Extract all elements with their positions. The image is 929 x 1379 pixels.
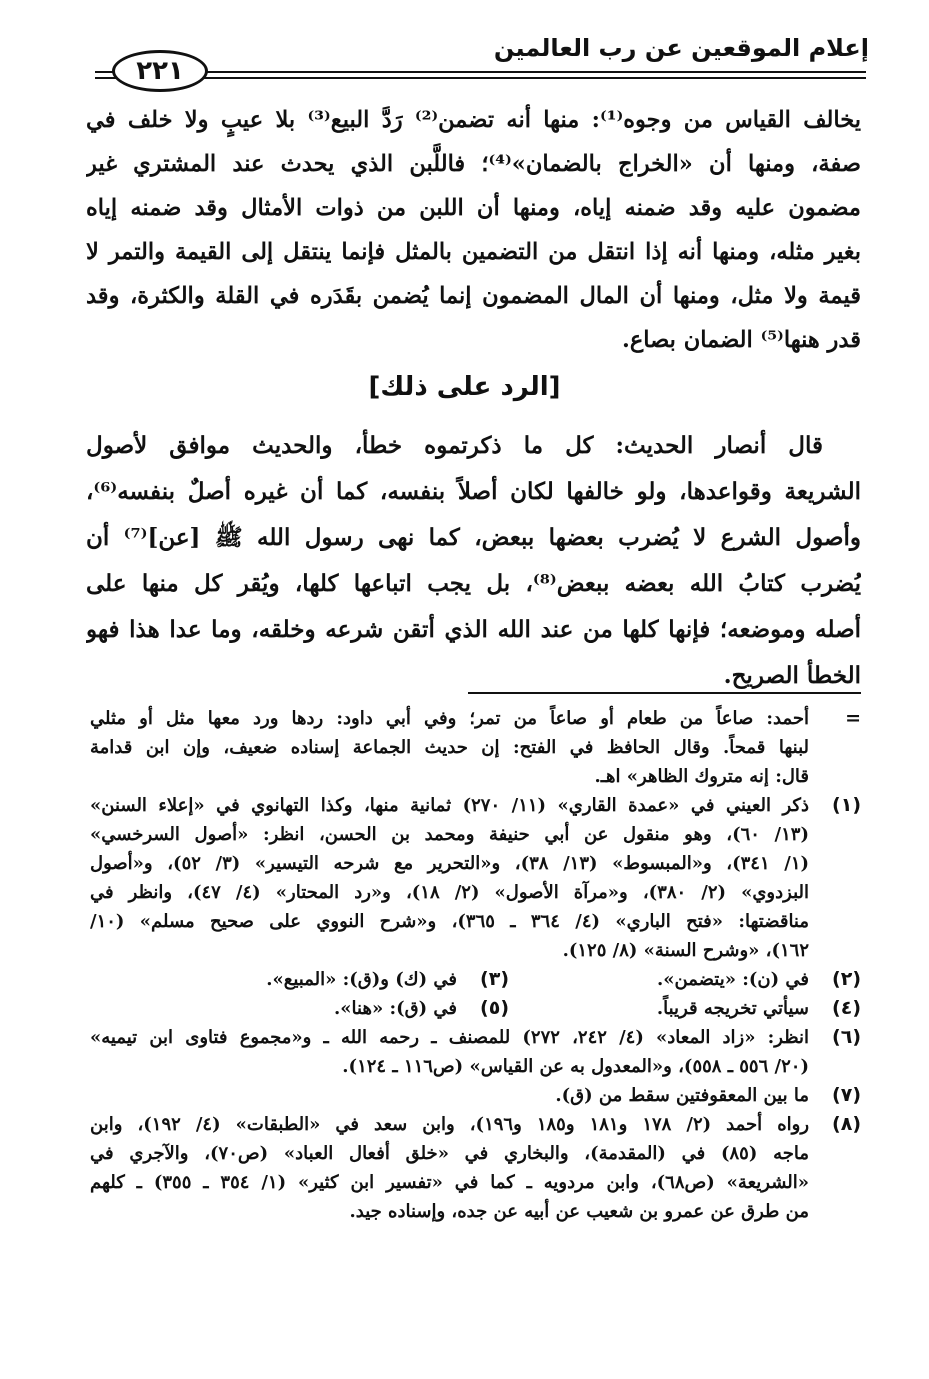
running-title: إعلام الموقعين عن رب العالمين — [493, 34, 869, 62]
body-line: قدر هنها⁽⁵⁾ الضمان بصاع. — [622, 327, 861, 353]
footnote-line: رواه أحمد (٢/ ١٧٨ و١٨١ و١٨٥ و١٩٦)، وابن سعد في «الطبقات» (٤/ ١٩٢)، وابن — [90, 1114, 809, 1135]
footnote-row-4-5 — [90, 994, 861, 1023]
footnote-mark: (١) — [832, 794, 861, 816]
footnote-line: انظر: «زاد المعاد» (٤/ ٢٤٢، ٢٧٢) للمصنف ـ رحمه الله ـ و«مجموع فتاوى ابن تيميه» — [90, 1027, 809, 1048]
page-number-badge: ٢٢١ — [112, 50, 208, 92]
header-rule-bottom — [95, 77, 866, 79]
footnote-2 — [509, 965, 861, 994]
footnote-line: «الشريعة» (ص٦٨)، وابن مردويه ـ كما في «تفسير ابن كثير» (١/ ٣٥٤ ـ ٣٥٥) ـ كلهم — [90, 1172, 809, 1193]
footnote-continuation — [90, 704, 861, 791]
footnote-mark: (٧) — [832, 1084, 861, 1106]
footnote-mark: (٣) — [480, 968, 509, 990]
footnote-line: ما بين المعقوفتين سقط من (ق). — [555, 1085, 809, 1106]
footnote-line: من طرق عن عمرو بن شعيب عن أبيه عن جده، وإسناده جيد. — [349, 1201, 809, 1222]
body-line: يخالف القياس من وجوه⁽¹⁾: منها أنه تضمن⁽²⁾ رَدَّ البيع⁽³⁾ بلا عيبٍ ولا خلف في — [86, 107, 861, 133]
footnote-7 — [90, 1081, 861, 1110]
footnote-line: ١٦٢)، «وشرح السنة» (٨/ ١٢٥). — [562, 940, 809, 961]
footnote-row-2-3 — [90, 965, 861, 994]
body-line: قال أنصار الحديث: كل ما ذكرتموه خطأ، والحديث موافق لأصول — [86, 432, 823, 459]
footnote-6 — [90, 1023, 861, 1081]
body-line: صفة، ومنها أن «الخراج بالضمان»⁽⁴⁾؛ فاللَّبن الذي يحدث عند المشتري غير — [86, 151, 861, 177]
footnote-line: أحمد: صاعاً من طعام أو صاعاً من تمر؛ وفي أبي داود: ردها ورد معها مثل أو مثلي — [90, 708, 809, 729]
footnote-8 — [90, 1110, 861, 1226]
footnote-mark: = — [845, 707, 861, 729]
body-line: وأصول الشرع لا يُضرب بعضها ببعض، كما نهى رسول الله ﷺ [عن]⁽⁷⁾ أن — [86, 524, 861, 551]
footnote-line: في (ق): «هنا». — [334, 998, 457, 1019]
body-paragraph-2 — [86, 423, 861, 699]
footnote-line: ذكر العيني في «عمدة القاري» (١١/ ٢٧٠) ثمانية منها، وكذا التهانوي في «إعلاء السنن» — [90, 795, 809, 816]
body-line: الخطأ الصريح. — [723, 662, 861, 689]
footnote-line: في (ك) و(ق): «المبيع». — [266, 969, 457, 990]
header-rule-top — [95, 71, 866, 73]
footnote-line: لبنها قمحاً. وقال الحافظ في الفتح: إن حديث الجماعة إسناده ضعيف، وإن ابن قدامة — [90, 737, 809, 758]
footnote-mark: (٨) — [832, 1113, 861, 1135]
footnotes — [90, 704, 861, 1226]
footnote-line: مناقضتها: «فتح الباري» (٤/ ٣٦٤ ـ ٣٦٥)، و«شرح النووي على صحيح مسلم» (١٠/ — [90, 911, 809, 932]
footnote-1 — [90, 791, 861, 965]
body-line: بغير مثله، ومنها أنه إذا انتقل من التضمين بالمثل فإنما ينتقل إلى القيمة والتمر لا — [86, 239, 861, 265]
body-line: الشريعة وقواعدها، ولو خالفها لكان أصلاً بنفسه، كما أن غيره أصلٌ بنفسه⁽⁶⁾، — [86, 478, 861, 505]
footnote-separator — [468, 692, 861, 694]
footnote-line: البزدوي» (٢/ ٣٨٠)، و«مرآة الأصول» (٢/ ١٨)، و«رد المحتار» (٤/ ٤٧)، وانظر في — [90, 882, 809, 903]
body-line: يُضرب كتابُ الله بعضه ببعض⁽⁸⁾، بل يجب اتباعها كلها، ويُقر كل منها على — [86, 570, 861, 597]
body-line: مضمون عليه وقد ضمنه إياه، ومنها أن اللبن من ذوات الأمثال وقد ضمنه إياه — [86, 195, 861, 221]
body-paragraph-1 — [86, 98, 861, 362]
footnote-4 — [509, 994, 861, 1023]
footnote-mark: (٤) — [832, 997, 861, 1019]
footnote-line: (١/ ٣٤١)، و«المبسوط» (١٣/ ٣٨)، و«التحرير مع شرحه التيسير» (٣/ ٥٢)، و«أصول — [90, 853, 809, 874]
body-line: قيمة ولا مثل، ومنها أن المال المضمون إنما يُضمن بقَدَره في القلة والكثرة، وقد — [86, 283, 861, 309]
footnote-line: (٢٠/ ٥٥٦ ـ ٥٥٨)، و«المعدول به عن القياس» (ص١١٦ ـ ١٢٤). — [342, 1056, 809, 1077]
footnote-5 — [157, 994, 509, 1023]
footnote-line: (١٣/ ٦٠)، وهو منقول عن أبي حنيفة ومحمد بن الحسن، انظر: «أصول السرخسي» — [90, 824, 809, 845]
footnote-line: ماجه (٨٥) في (المقدمة)، والبخاري في «خلق أفعال العباد» (ص٧٠)، والآجري في — [90, 1143, 809, 1164]
section-heading: [الرد على ذلك] — [368, 372, 561, 402]
footnote-line: سيأتي تخريجه قريباً. — [656, 998, 809, 1019]
footnote-line: في (ن): «يتضمن». — [657, 969, 809, 990]
footnote-mark: (٢) — [832, 968, 861, 990]
footnote-3 — [157, 965, 509, 994]
footnote-mark: (٦) — [832, 1026, 861, 1048]
footnote-mark: (٥) — [480, 997, 509, 1019]
footnote-line: قال: إنه متروك الظاهر» اهـ. — [594, 766, 809, 787]
body-line: أصله وموضعه؛ فإنها كلها من عند الله الذي أتقن شرعه وخلقه، وما عدا هذا فهو — [86, 616, 861, 643]
